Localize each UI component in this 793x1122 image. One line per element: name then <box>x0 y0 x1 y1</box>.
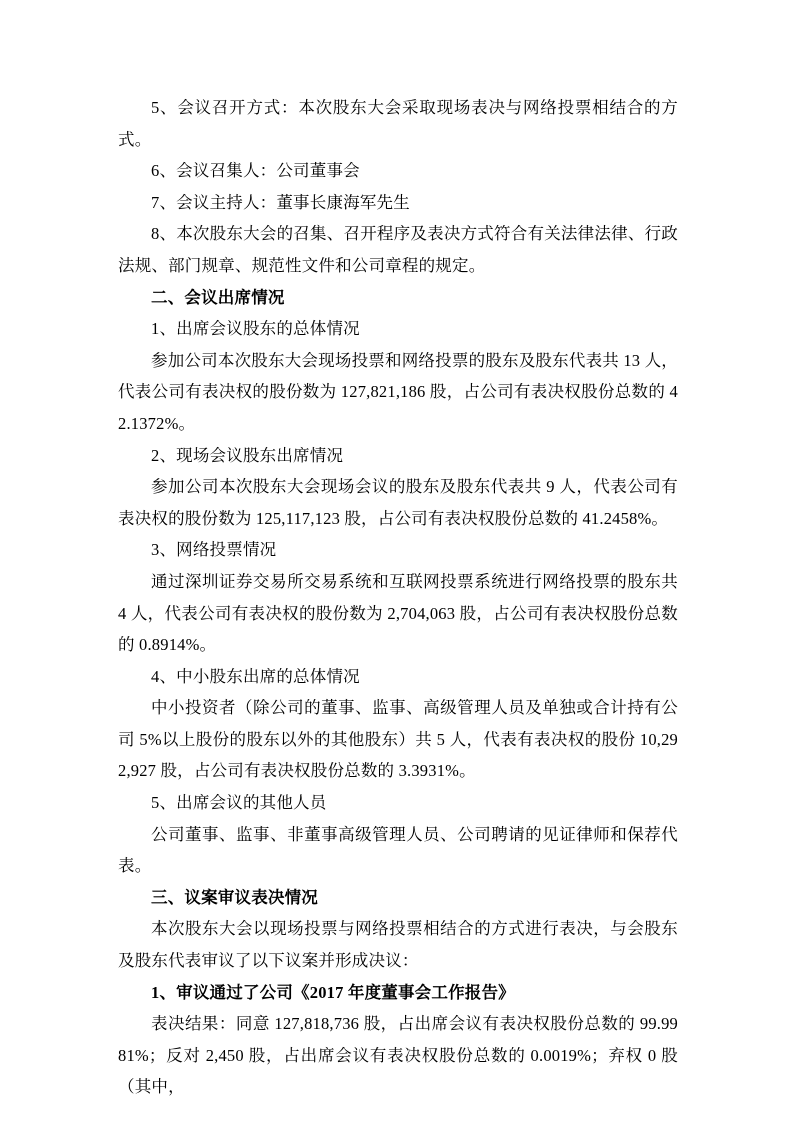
paragraph-onsite-attendance-title: 2、现场会议股东出席情况 <box>151 445 344 465</box>
section-heading-proposals: 三、议案审议表决情况 <box>151 887 318 907</box>
paragraph-onsite-attendance-detail: 参加公司本次股东大会现场会议的股东及股东代表共 9 人，代表公司有表决权的股份数为 125,117,123 股，占公司有表决权股份总数的 41.2458%。 <box>118 477 678 528</box>
paragraph-voting-procedure: 本次股东大会以现场投票与网络投票相结合的方式进行表决，与会股东及股东代表审议了以下议案并形成决议： <box>118 919 678 971</box>
paragraph-online-voting-detail: 通过深圳证券交易所交易系统和互联网投票系统进行网络投票的股东共 4 人，代表公司有表决权的股份数为 2,704,063 股，占公司有表决权股份总数的 0.8914%。 <box>118 571 678 655</box>
paragraph-meeting-convener: 6、会议召集人：公司董事会 <box>151 161 360 181</box>
paragraph-meeting-chairman: 7、会议主持人：董事长康海军先生 <box>151 192 410 212</box>
proposal-1-title: 1、审议通过了公司《2017 年度董事会工作报告》 <box>151 982 515 1002</box>
paragraph-other-attendees-detail: 公司董事、监事、非董事高级管理人员、公司聘请的见证律师和保荐代表。 <box>118 824 678 876</box>
paragraph-online-voting-title: 3、网络投票情况 <box>151 540 277 560</box>
paragraph-minority-holders-detail: 中小投资者（除公司的董事、监事、高级管理人员及单独或合计持有公司 5%以上股份的股东以外的其他股东）共 5 人，代表有表决权的股份 10,292,927 股，占公司有表决权股份总数的 3.3931%。 <box>118 698 678 781</box>
document-content <box>118 92 678 1103</box>
paragraph-minority-holders-title: 4、中小股东出席的总体情况 <box>151 666 360 686</box>
paragraph-overall-attendance-title: 1、出席会议股东的总体情况 <box>151 319 360 339</box>
paragraph-meeting-method: 5、会议召开方式：本次股东大会采取现场表决与网络投票相结合的方式。 <box>118 98 678 149</box>
section-heading-attendance: 二、会议出席情况 <box>151 287 285 307</box>
paragraph-proposal-1-vote-result: 表决结果：同意 127,818,736 股，占出席会议有表决权股份总数的 99.9981%；反对 2,450 股，占出席会议有表决权股份总数的 0.0019%；弃权 0 股（其中， <box>118 1014 678 1097</box>
paragraph-other-attendees-title: 5、出席会议的其他人员 <box>151 793 327 813</box>
paragraph-overall-attendance-detail: 参加公司本次股东大会现场投票和网络投票的股东及股东代表共 13 人，代表公司有表决权的股份数为 127,821,186 股，占公司有表决权股份总数的 42.1372%。 <box>118 350 678 433</box>
paragraph-legal-compliance: 8、本次股东大会的召集、召开程序及表决方式符合有关法律法律、行政法规、部门规章、规范性文件和公司章程的规定。 <box>118 224 678 275</box>
